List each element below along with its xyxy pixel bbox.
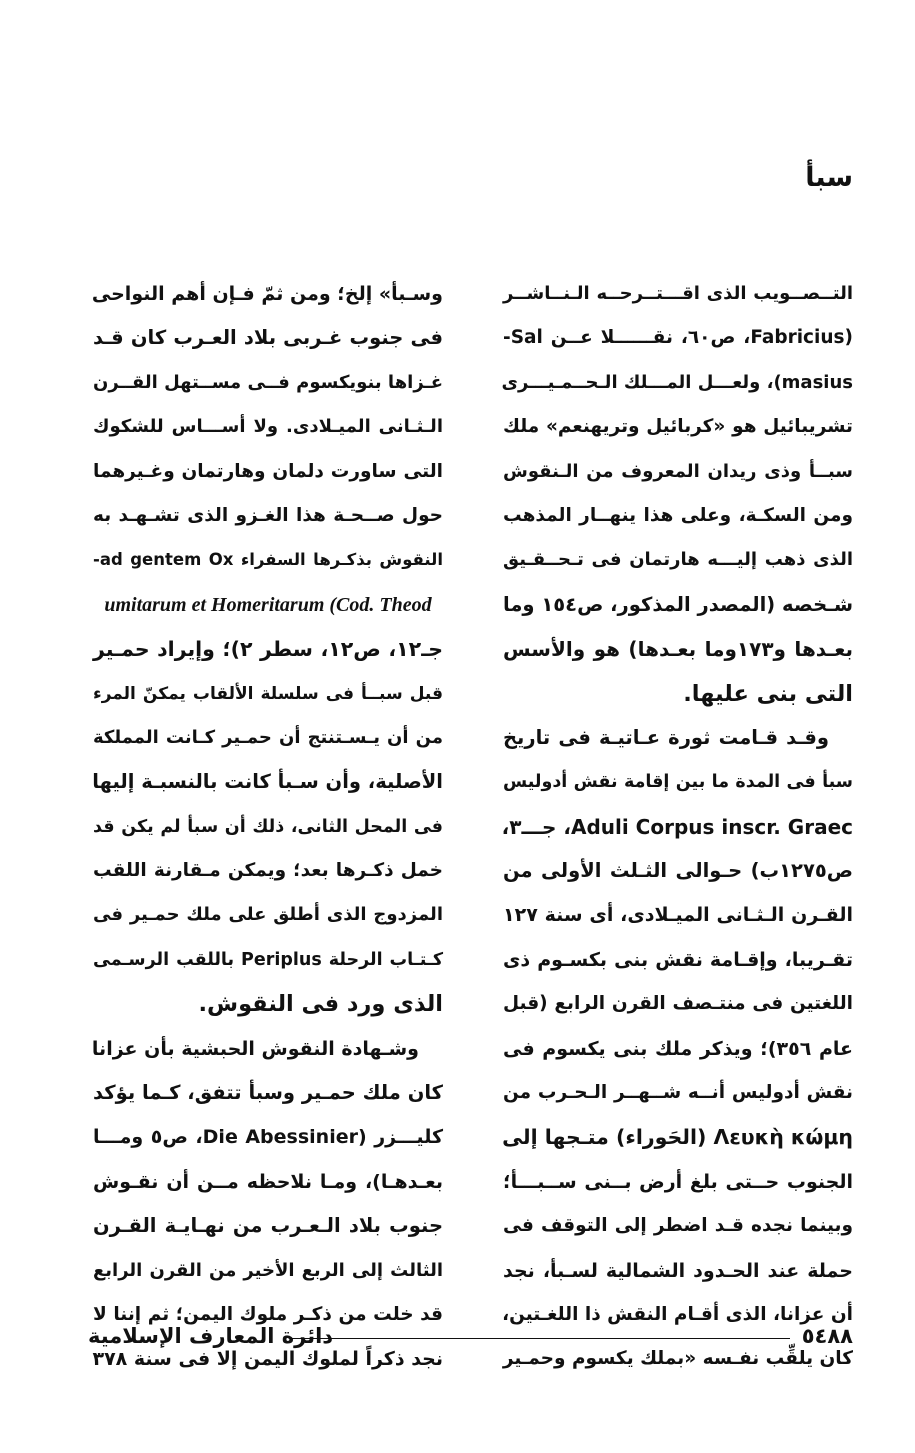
text-line: التى ساورت دلمان وهارتمان وغـيرهما — [93, 460, 443, 482]
footer-divider — [290, 1338, 790, 1339]
text-line: نجد ذكراً لملوك اليمن إلا فى سنة ٣٧٨ — [92, 1348, 443, 1371]
text-line: بعـدهـا)، ومـا نلاحظه مــن أن نقـوش — [93, 1170, 443, 1193]
text-line: جنوب بلاد الـعـرب من نهـايـة القـرن — [93, 1214, 443, 1238]
text-line: حول صــحـة هذا الغـزو الذى تشـهـد به — [93, 504, 443, 526]
text-line: جـ١٢، ص١٢، سطر ٢)؛ وإيراد حمـير — [93, 637, 443, 662]
text-line: الأصلية، وأن سـبأ كانت بالنسبـة إليها — [92, 770, 443, 794]
text-line: masius)، ولعـــل المـــلك الـحــمـيـــرى — [501, 371, 853, 393]
text-line: نقش أدوليس أنــه شــهــر الـحـرب من — [503, 1082, 853, 1104]
text-line: من أن يـسـتنتج أن حمـير كـانت المملكة — [93, 726, 443, 748]
text-line: ومن السكـة، وعلى هذا ينهــار المذهب — [503, 504, 853, 526]
text-line: الجنوب حــتى بلغ أرض بــنى ســبـــأ؛ — [503, 1170, 853, 1193]
text-line: سبــأ وذى ريدان المعروف من الـنقوش — [503, 460, 853, 482]
text-line: سبأ فى المدة ما بين إقامة نقش أدوليس — [503, 772, 853, 793]
left-column — [93, 272, 443, 1382]
text-line: النقوش بذكـرها السفراء ad gentem Ox- — [93, 550, 443, 570]
text-line: Λευκὴ κώμη (الحَوراء) متـجها إلى — [502, 1125, 853, 1150]
text-line: القـرن الـثـانى الميـلادى، أى سنة ١٢٧ — [503, 904, 853, 927]
text-line: عام ٣٥٦)؛ ويذكر ملك بنى يكسوم فى — [503, 1037, 853, 1060]
text-line: حملة عند الحـدود الشمالية لسـبأ، نجد — [503, 1259, 853, 1282]
text-line: كان ملك حمـير وسبأ تتفق، كـما يؤكد — [93, 1081, 443, 1105]
text-line: كان يلقِّب نفـسه «بملك يكسوم وحمـير — [502, 1348, 853, 1370]
publication-title: دائرة المعارف الإسلامية — [88, 1324, 334, 1348]
text-line: خمل ذكـرها بعد؛ ويمكن مـقارنة اللقب — [93, 860, 443, 882]
text-line: (Fabricius، ص٦٠، نقــــــلا عــن Sal- — [503, 327, 854, 349]
text-line: غـزاها بنويكسوم فــى مســتهل القــرن — [93, 371, 443, 393]
text-line: الذى ورد فى النقوش. — [198, 991, 443, 1018]
text-line: الـثـانى الميـلادى. ولا أســـاس للشكوك — [93, 416, 443, 438]
text-line: فى المحل الثانى، ذلك أن سبأ لم يكن قد — [93, 816, 443, 837]
text-line: تشريبائيل هو «كربائيل وتريهنعم» ملك — [503, 416, 853, 438]
text-line: وبينما نجده قـد اضطر إلى التوقف فى — [503, 1215, 853, 1237]
text-line: التــصــويب الذى اقـــتــرحــه الـنــاشــر — [503, 283, 853, 304]
text-line: وسـبأ» إلخ؛ ومن ثمّ فـإن أهم النواحى — [91, 283, 443, 305]
text-line: المزدوج الذى أطلق على ملك حمـير فى — [93, 904, 443, 926]
paragraph-start-line: وشـهادة النقوش الحبشية بأن عزانا — [91, 1037, 419, 1060]
running-header: سبأ — [805, 162, 853, 193]
text-line: الثالث إلى الربع الأخير من القرن الرابع — [93, 1259, 443, 1281]
text-line: اللغتين فى منتـصف القرن الرابع (قبل — [503, 993, 853, 1015]
latin-citation-line: umitarum et Homeritarum (Cod. Theod — [104, 593, 432, 616]
text-line: أن عزانا، الذى أقـام النقش ذا اللغـتين، — [502, 1303, 853, 1325]
text-line: بعـدها و١٧٣وما بعـدها) هو والأسس — [503, 637, 853, 662]
page-number: ٥٤٨٨ — [801, 1324, 853, 1348]
text-line: فى جنوب غـربى بلاد العـرب كان قـد — [93, 326, 443, 350]
right-column — [503, 272, 853, 1382]
paragraph-start-line: وقـد قـامت ثورة عـاتيـة فى تاريخ — [503, 725, 829, 749]
text-line: ص١٢٧٥ب) حـوالى الثـلث الأولى من — [503, 859, 853, 883]
text-line: Aduli Corpus inscr. Graec، جـــ٣، — [501, 814, 853, 839]
text-line: قبل سبــأ فى سلسلة الألقاب يمكنّ المرء — [93, 683, 443, 704]
text-line: الذى ذهب إليـــه هارتمان فى تـحــقـيق — [503, 549, 853, 571]
text-line: شـخصه (المصدر المذكور، ص١٥٤ وما — [503, 592, 853, 616]
text-line: قد خلت من ذكـر ملوك اليمن؛ ثم إننا لا — [93, 1303, 443, 1325]
text-line: تقـريبا، وإقـامة نقش بنى بكسـوم ذى — [503, 948, 853, 971]
text-line: كليـــزر (Die Abessinier، ص٥ ومـــا — [93, 1126, 443, 1149]
text-line: كـتـاب الرحلة Periplus باللقب الرسـمى — [93, 949, 443, 970]
text-line: التى بنى عليها. — [683, 680, 853, 707]
